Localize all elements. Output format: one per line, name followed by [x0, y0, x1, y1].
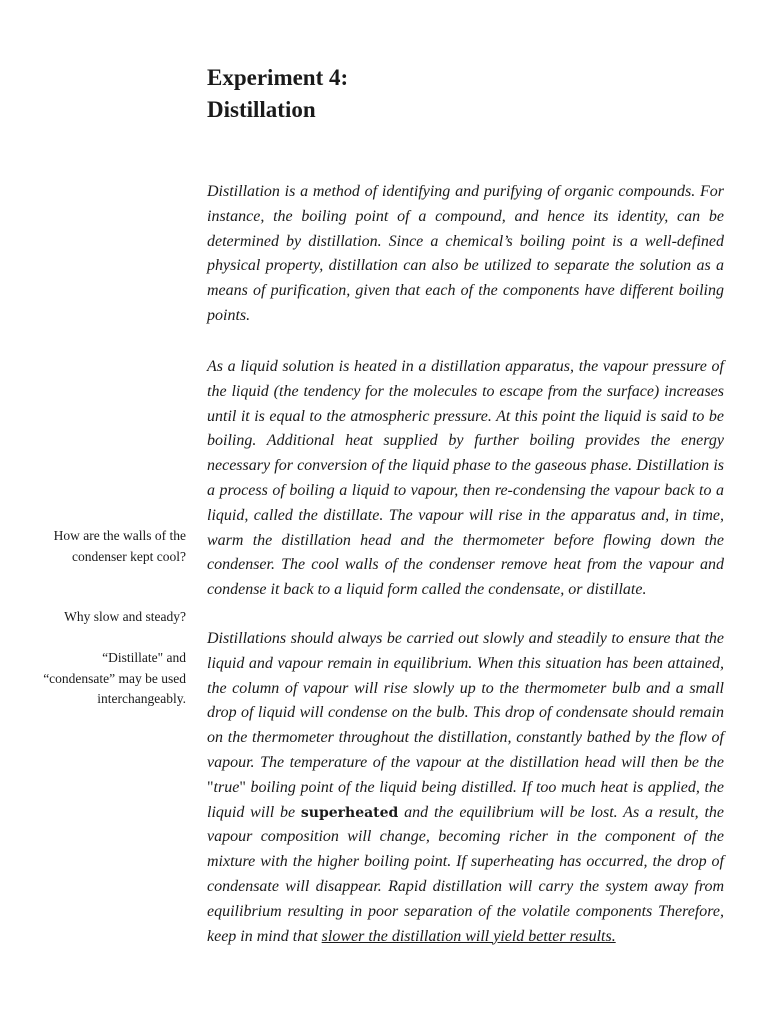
title-line-distillation: Distillation [207, 97, 316, 122]
paragraph-text-segment: and the equilibrium will be lost. As a result, the vapour composition will change, becoming richer in the component of the mixture with the higher boiling point. If superheating has occurred, the drop of condensate will disappear. Rapid distillation will carry the system away from equilibrium resulting in poor separation of the volatile components Therefore, keep in mind that [207, 803, 725, 945]
quote-mark: " [239, 778, 246, 796]
paragraph-process: As a liquid solution is heated in a distillation apparatus, the vapour pressure of the liquid (the tendency for the molecules to escape from the surface) increases until it is equal to the atmospheric pressure. At this point the liquid is said to be boiling. Additional heat supplied by further boiling provides the energy necessary for conversion of the liquid phase to the gaseous phase. Distillation is a process of boiling a liquid to vapour, then re-condensing the vapour back to a liquid, called the distillate. The vapour will rise in the apparatus and, in time, warm the distillation head and the thermometer before flowing down the condenser. The cool walls of the condenser remove heat from the vapour and condense it back to a liquid form called the condensate, or distillate. [207, 358, 724, 599]
paragraph-text-segment: boiling point of the liquid being distilled. If too much heat is applied, the liquid will be [207, 778, 724, 821]
paragraph-text-segment: Distillations should always be carried out slowly and steadily to ensure that the liquid and vapour remain in equilibrium. When this situation has been attained, the column of vapour will rise slowly up to the thermometer bulb and a small drop of liquid will condense on the bulb. This drop of condensate should remain on the thermometer throughout the distillation, constantly bathed by the flow of vapour. The temperature of the vapour at the distillation head will then be the [207, 630, 724, 771]
page-title [207, 62, 707, 126]
paragraph-slow-steady [207, 627, 724, 949]
emphasis-superheated: superheated [300, 804, 399, 821]
title-line-experiment: Experiment 4: [207, 65, 349, 90]
true-word: true [213, 778, 240, 796]
margin-note-slow-steady: Why slow and steady? [64, 609, 186, 624]
quote-mark: " [207, 778, 214, 796]
underlined-conclusion: slower the distillation will yield better results. [321, 927, 616, 945]
margin-note-condenser: How are the walls of the condenser kept cool? [53, 528, 186, 564]
margin-note-distillate: “Distillate" and “condensate” may be used interchangeably. [43, 650, 186, 706]
paragraph-introduction: Distillation is a method of identifying and purifying of organic compounds. For instance, the boiling point of a compound, and hence its identity, can be determined by distillation. Since a chemical’s boiling point is a well-defined physical property, distillation can also be utilized to separate the solution as a means of purification, given that each of the components have different boiling points. [207, 183, 724, 324]
